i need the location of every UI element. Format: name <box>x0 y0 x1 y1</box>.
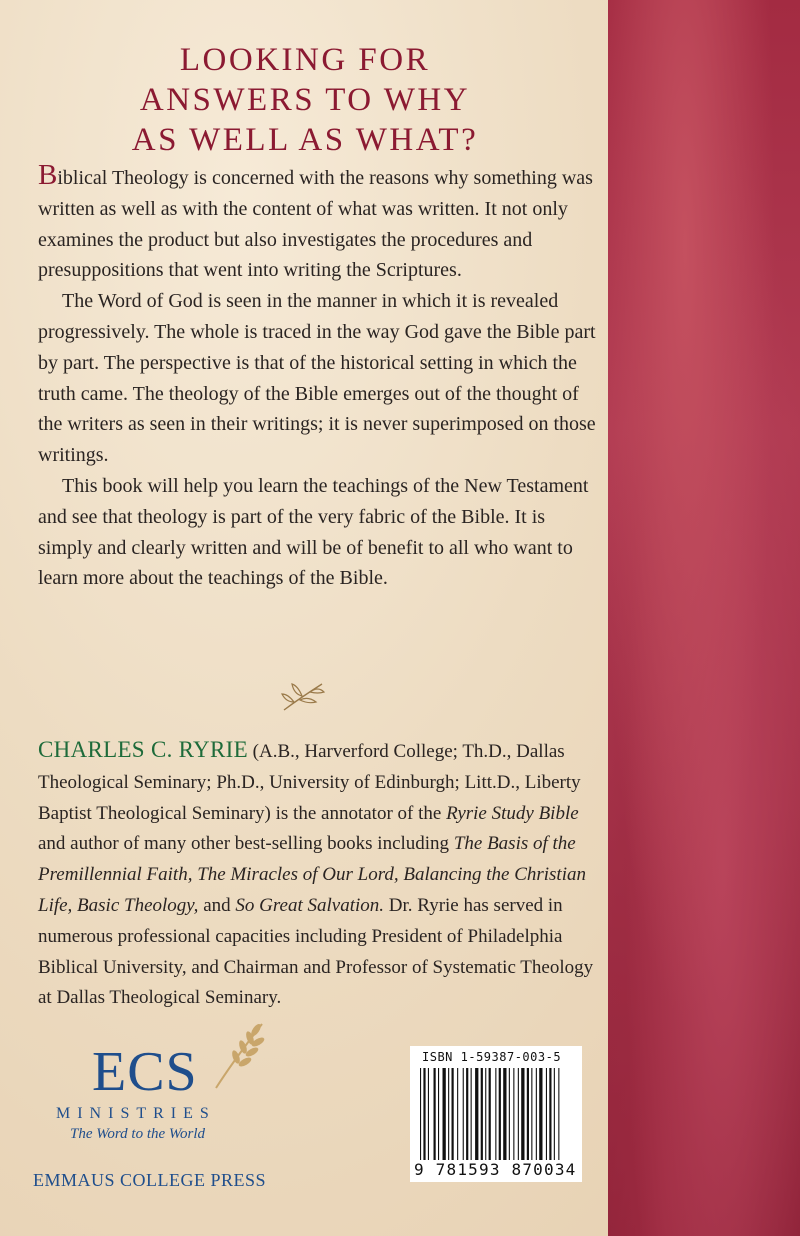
barcode-bar <box>503 1068 506 1160</box>
barcode-bar <box>420 1068 421 1160</box>
barcode-bar <box>495 1068 496 1160</box>
bio-text: Dr. Ryrie has served in numerous professional capacities including President of Philadelphia Biblical University, and Chairman and Professor of Systematic Theology at Dallas Theological Seminary. <box>38 894 594 1009</box>
barcode-bar <box>509 1068 510 1160</box>
barcode-bar <box>489 1068 491 1160</box>
barcode-bar <box>457 1068 458 1160</box>
description-text <box>38 159 600 594</box>
barcode-bar <box>549 1068 551 1160</box>
barcode-bar <box>499 1068 501 1160</box>
publisher-name: EMMAUS COLLEGE PRESS <box>33 1170 267 1190</box>
drop-cap: B <box>38 159 58 191</box>
wheat-icon <box>210 1020 270 1090</box>
headline-line: ANSWERS TO WHY <box>139 82 471 118</box>
barcode-bar <box>471 1068 472 1160</box>
barcode-bar <box>438 1068 439 1160</box>
barcode-bar <box>443 1068 446 1160</box>
barcode-bar <box>434 1068 436 1160</box>
logo-ministries: MINISTRIES <box>56 1105 216 1122</box>
barcode-bar <box>466 1068 468 1160</box>
logo-tagline: The Word to the World <box>70 1126 206 1142</box>
barcode-bar <box>475 1068 478 1160</box>
barcode-number: 9 781593 870034 <box>414 1160 577 1179</box>
leaf-sprig-icon <box>278 680 326 714</box>
logo-wordmark: ECS <box>92 1041 198 1103</box>
headline <box>40 40 570 160</box>
barcode-bar <box>521 1068 524 1160</box>
isbn-label: ISBN 1-59387-003-5 <box>422 1050 562 1064</box>
isbn-barcode <box>410 1046 582 1182</box>
barcode-bar <box>448 1068 449 1160</box>
barcode-bar <box>452 1068 454 1160</box>
barcode-bar <box>539 1068 542 1160</box>
barcode-bars <box>418 1068 574 1160</box>
bio-text: and <box>198 894 236 916</box>
bio-text: and author of many other best-selling books including <box>38 833 454 855</box>
book-title: Ryrie Study Bible <box>446 802 579 824</box>
barcode-bar <box>428 1068 429 1160</box>
barcode-bar <box>536 1068 537 1160</box>
barcode-bar <box>485 1068 486 1160</box>
bio-text: (A.B., Harverford College; Th.D., Dallas Theological Seminary; Ph.D., University of Edinburgh; Litt.D., Liberty Baptist Theological Seminary) is the annotator of the <box>38 741 581 824</box>
barcode-bar <box>513 1068 514 1160</box>
headline-line: LOOKING FOR <box>179 42 431 78</box>
barcode-bar <box>531 1068 532 1160</box>
paragraph <box>38 159 600 286</box>
author-bio <box>38 735 600 1014</box>
crimson-side-panel <box>608 0 800 1236</box>
paragraph-text: iblical Theology is concerned with the reasons why something was written as well as with the content of what was written. It not only examines the product but also investigates the procedures and presuppositions that went into writing the Scriptures. <box>38 167 593 282</box>
barcode-bar <box>481 1068 483 1160</box>
barcode-bar <box>558 1068 559 1160</box>
author-name: CHARLES C. RYRIE <box>38 737 248 762</box>
paragraph: The Word of God is seen in the manner in which it is revealed progressively. The whole is traced in the way God gave the Bible part by part. The perspective is that of the historical setting in which the truth came. The theology of the Bible emerges out of the thought of the writers as seen in their writings; it is never superimposed on those writings. <box>38 290 596 467</box>
barcode-bar <box>518 1068 519 1160</box>
headline-line: AS WELL AS WHAT? <box>131 122 479 158</box>
barcode-bar <box>554 1068 555 1160</box>
paragraph: This book will help you learn the teachings of the New Testament and see that theology is part of the very fabric of the Bible. It is simply and clearly written and will be of benefit to all who want to learn more about the teachings of the Bible. <box>38 474 589 590</box>
book-title: So Great Salvation. <box>235 894 385 916</box>
ecs-ministries-logo <box>52 1020 282 1150</box>
book-titles: The Basis of the Premillennial Faith, The Miracles of Our Lord, Balancing the Christian Life, Basic Theology, <box>38 833 586 916</box>
barcode-bar <box>527 1068 529 1160</box>
barcode-bar <box>423 1068 425 1160</box>
barcode-bar <box>546 1068 547 1160</box>
barcode-bar <box>463 1068 464 1160</box>
